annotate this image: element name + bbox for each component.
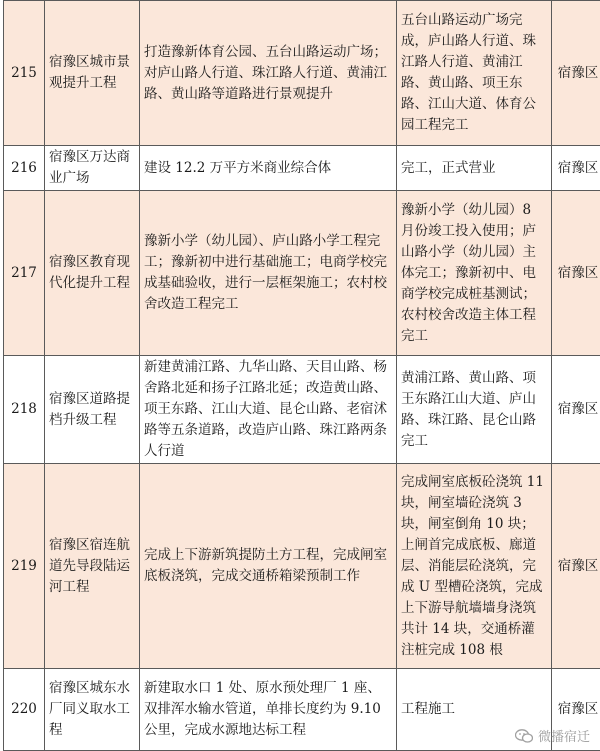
project-progress: 黄浦江路、黄山路、项王东路江山大道、庐山路、珠江路、昆仑山路完工 [397,356,552,464]
row-number: 218 [4,356,45,464]
watermark-text: 微播宿迁 [537,730,590,745]
row-number: 220 [4,669,45,751]
project-district: 宿豫区 [552,356,600,464]
project-progress: 完成闸室底板砼浇筑 11 块，闸室墙砼浇筑 3 块，闸室倒角 10 块；上闸首完成底板、廊道层、消能层砼浇筑，完成 U 型槽砼浇筑，完成上下游导航墙墙身浇筑共计 14 块，交通桥灌注桩完成 108 根 [397,464,552,669]
project-content: 建设 12.2 万平方米商业综合体 [140,146,397,191]
row-number: 219 [4,464,45,669]
project-district: 宿豫区 [552,669,600,751]
table-row [4,146,600,191]
table-row [4,191,600,356]
project-name: 宿豫区道路提档升级工程 [45,356,140,464]
project-name: 宿豫区城市景观提升工程 [45,1,140,146]
project-content: 打造豫新体育公园、五台山路运动广场；对庐山路人行道、珠江路人行道、黄浦江路、黄山路等道路进行景观提升 [140,1,397,146]
project-name: 宿豫区城东水厂同义取水工程 [45,669,140,751]
project-progress: 豫新小学（幼儿园）8 月份竣工投入使用；庐山路小学（幼儿园）主体完工；豫新初中、电商学校完成桩基测试；农村校舍改造主体工程完工 [397,191,552,356]
project-progress: 完工，正式营业 [397,146,552,191]
project-name: 宿豫区教育现代化提升工程 [45,191,140,356]
row-number: 215 [4,1,45,146]
project-progress: 五台山路运动广场完成，庐山路人行道、珠江路人行道、黄浦江路、黄山路、项王东路、江山大道、体育公园工程完工 [397,1,552,146]
project-table [3,0,600,751]
table-row [4,669,600,751]
project-content: 新建取水口 1 处、原水预处理厂 1 座、双排浑水输水管道，单排长度约为 9.10 公里，完成水源地达标工程 [140,669,397,751]
project-district: 宿豫区 [552,1,600,146]
project-district: 宿豫区 [552,191,600,356]
project-district: 宿豫区 [552,146,600,191]
project-name: 宿豫区宿连航道先导段陆运河工程 [45,464,140,669]
wechat-icon [515,729,533,743]
watermark [515,726,590,745]
row-number: 216 [4,146,45,191]
project-content: 完成上下游新筑提防土方工程，完成闸室底板浇筑，完成交通桥箱梁预制工作 [140,464,397,669]
table-row [4,464,600,669]
table-row [4,1,600,146]
project-content: 新建黄浦江路、九华山路、天目山路、杨舍路北延和扬子江路北延；改造黄山路、项王东路、江山大道、昆仑山路、老宿沭路等五条道路，改造庐山路、珠江路两条人行道 [140,356,397,464]
project-name: 宿豫区万达商业广场 [45,146,140,191]
table-row [4,356,600,464]
project-content: 豫新小学（幼儿园）、庐山路小学工程完工；豫新初中进行基础施工；电商学校完成基础验收，进行一层框架施工；农村校舍改造工程完工 [140,191,397,356]
project-district: 宿豫区 [552,464,600,669]
row-number: 217 [4,191,45,356]
project-progress: 工程施工 [397,669,552,751]
